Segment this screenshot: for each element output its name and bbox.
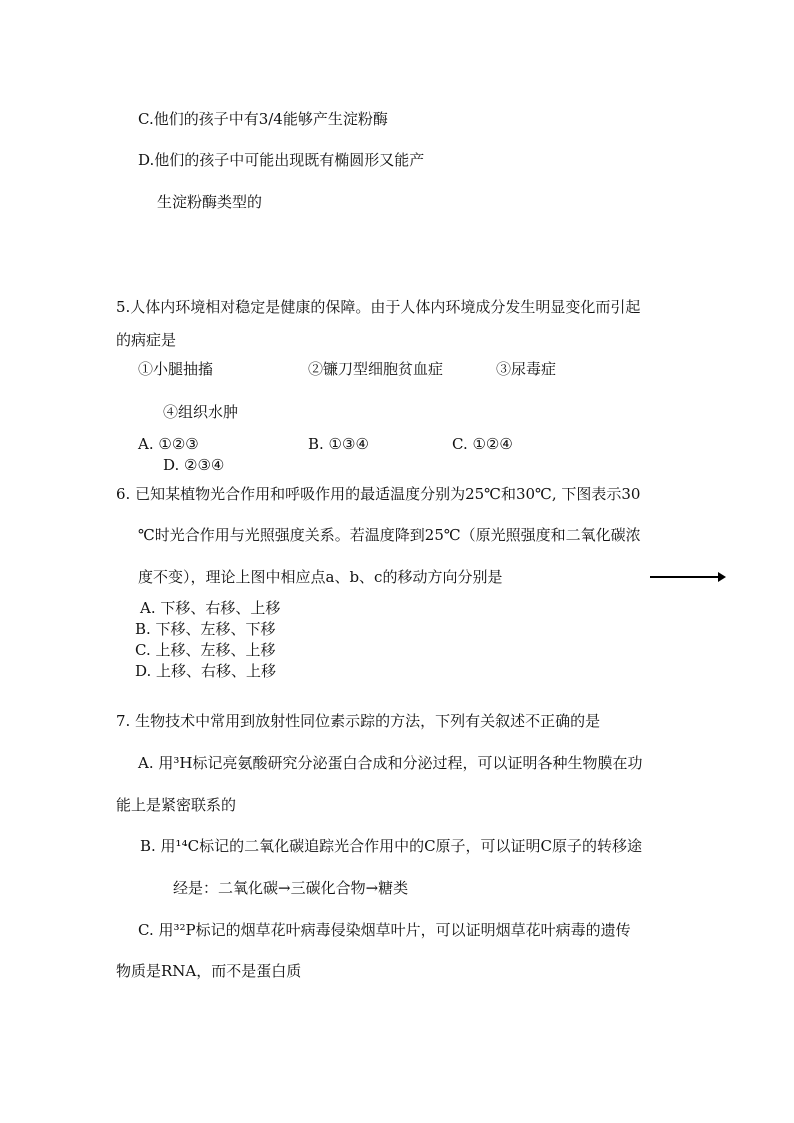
q5-item-3: ③尿毒症 bbox=[496, 360, 557, 378]
q7-option-a-line2: 能上是紧密联系的 bbox=[116, 796, 237, 814]
q6-stem-line2: ℃时光合作用与光照强度关系。若温度降到25℃（原光照强度和二氧化碳浓 bbox=[138, 526, 641, 544]
q6-stem-line3: 度不变），理论上图中相应点a、b、c的移动方向分别是 bbox=[138, 568, 503, 586]
q4-option-c: C.他们的孩子中有3/4能够产生淀粉酶 bbox=[138, 110, 388, 128]
q5-option-c: C. ①②④ bbox=[452, 435, 513, 453]
q5-option-d: D. ②③④ bbox=[163, 456, 225, 474]
q5-stem-line1: 5.人体内环境相对稳定是健康的保障。由于人体内环境成分发生明显变化而引起 bbox=[116, 298, 641, 316]
q6-option-c: C. 上移、左移、上移 bbox=[135, 641, 276, 659]
q5-option-a: A. ①②③ bbox=[138, 435, 199, 453]
q5-item-1: ①小腿抽搐 bbox=[138, 360, 214, 378]
q6-option-a: A. 下移、右移、上移 bbox=[140, 599, 281, 617]
q4-option-d-line1: D.他们的孩子中可能出现既有椭圆形又能产 bbox=[138, 151, 425, 169]
q5-item-4: ④组织水肿 bbox=[163, 403, 239, 421]
q6-option-b: B. 下移、左移、下移 bbox=[135, 620, 276, 638]
q7-option-c-line1: C. 用³²P标记的烟草花叶病毒侵染烟草叶片，可以证明烟草花叶病毒的遗传 bbox=[138, 921, 631, 939]
q5-stem-line2: 的病症是 bbox=[116, 331, 177, 349]
q4-option-d-line2: 生淀粉酶类型的 bbox=[157, 193, 263, 211]
q7-option-c-line2: 物质是RNA，而不是蛋白质 bbox=[116, 962, 302, 980]
q5-option-b: B. ①③④ bbox=[308, 435, 369, 453]
q7-option-b-line1: B. 用¹⁴C标记的二氧化碳追踪光合作用中的C原子，可以证明C原子的转移途 bbox=[140, 837, 643, 855]
q6-option-d: D. 上移、右移、上移 bbox=[135, 662, 277, 680]
q7-stem: 7. 生物技术中常用到放射性同位素示踪的方法，下列有关叙述不正确的是 bbox=[116, 712, 601, 730]
q6-stem-line1: 6. 已知某植物光合作用和呼吸作用的最适温度分别为25℃和30℃, 下图表示30 bbox=[116, 485, 641, 503]
q7-option-b-line2: 经是：二氧化碳→三碳化合物→糖类 bbox=[173, 879, 409, 897]
q7-option-a-line1: A. 用³H标记亮氨酸研究分泌蛋白合成和分泌过程，可以证明各种生物膜在功 bbox=[138, 754, 643, 772]
q5-item-2: ②镰刀型细胞贫血症 bbox=[308, 360, 444, 378]
arrow-right-icon bbox=[650, 576, 724, 578]
